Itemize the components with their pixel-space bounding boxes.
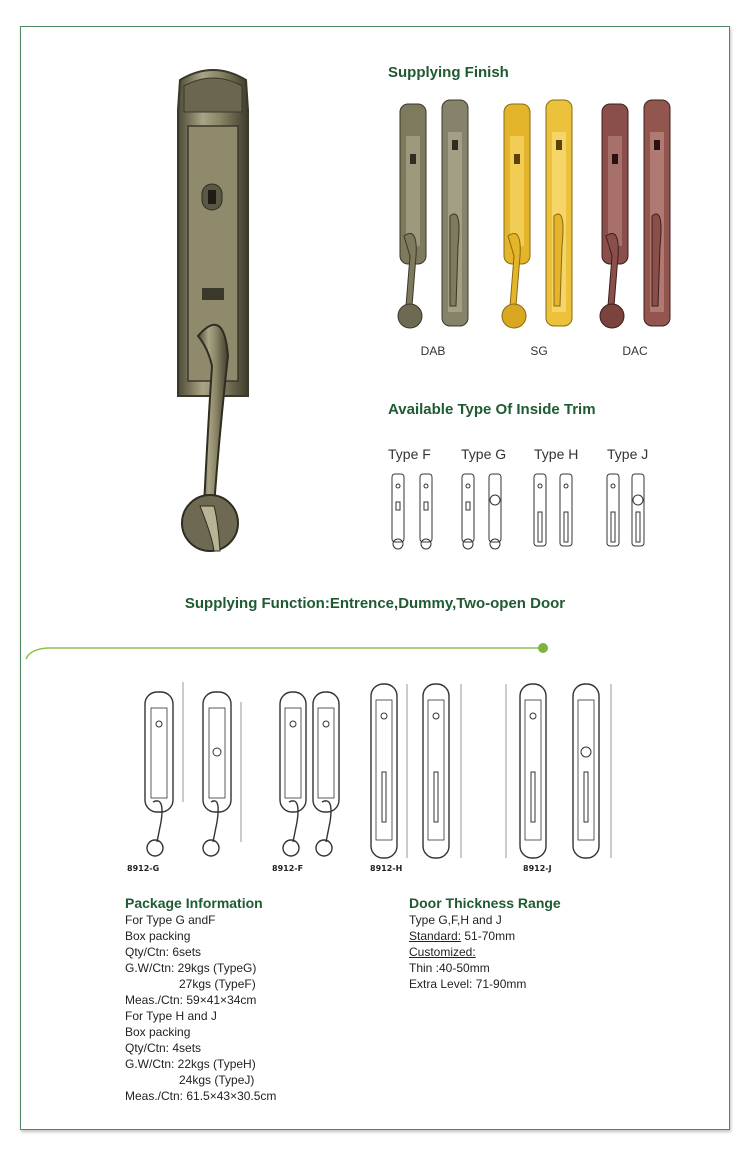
finish-title: Supplying Finish	[388, 64, 509, 81]
diagram-8912-g	[145, 682, 241, 856]
finish-label-sg: SG	[530, 344, 548, 358]
door-thin-line: Thin :40-50mm	[409, 961, 490, 975]
trim-drawings	[388, 472, 658, 552]
finish-dab-image	[398, 100, 468, 328]
package-line: Box packing	[125, 929, 191, 943]
finish-label-dab: DAB	[420, 344, 446, 358]
diagram-8912-f	[280, 692, 339, 856]
door-standard-value: 51-70mm	[461, 929, 516, 943]
divider-line	[24, 640, 554, 660]
door-extra-line: Extra Level: 71-90mm	[409, 977, 527, 991]
package-line: 24kgs (TypeJ)	[179, 1073, 255, 1087]
trim-type-g-drawing	[462, 474, 501, 549]
trim-type-h-drawing	[534, 474, 572, 546]
trim-type-j-label: Type J	[607, 446, 649, 462]
package-line: Meas./Ctn: 59×41×34cm	[125, 993, 257, 1007]
trim-type-h-label: Type H	[534, 446, 579, 462]
diagram-8912-j	[506, 684, 611, 858]
trim-title: Available Type Of Inside Trim	[388, 401, 596, 418]
trim-type-j-drawing	[607, 474, 644, 546]
package-line: G.W/Ctn: 29kgs (TypeG)	[125, 961, 257, 975]
door-info	[409, 912, 526, 992]
door-customized-label: Customized:	[409, 945, 476, 959]
package-line: 27kgs (TypeF)	[179, 977, 256, 991]
package-line: For Type G andF	[125, 913, 216, 927]
door-customized-line	[409, 944, 526, 960]
package-line: Qty/Ctn: 6sets	[125, 945, 202, 959]
trim-type-g-label: Type G	[461, 446, 507, 462]
finish-samples	[392, 96, 682, 336]
door-title: Door Thickness Range	[409, 895, 561, 911]
finish-dac-image	[600, 100, 670, 328]
finish-label-dac: DAC	[622, 344, 648, 358]
package-line: Box packing	[125, 1025, 191, 1039]
package-line: G.W/Ctn: 22kgs (TypeH)	[125, 1057, 256, 1071]
diagram-label-8912-j: 8912-J	[523, 864, 552, 873]
diagram-label-8912-h: 8912-H	[370, 864, 403, 873]
package-title: Package Information	[125, 895, 263, 911]
package-line: For Type H and J	[125, 1009, 217, 1023]
door-types-line: Type G,F,H and J	[409, 913, 502, 927]
door-standard-line	[409, 928, 526, 944]
trim-type-f-label: Type F	[388, 446, 431, 462]
door-standard-label: Standard:	[409, 929, 462, 943]
diagram-label-8912-g: 8912-G	[127, 864, 160, 873]
finish-sg-image	[502, 100, 572, 328]
package-line: Qty/Ctn: 4sets	[125, 1041, 202, 1055]
diagram-8912-h	[371, 684, 461, 858]
package-info	[125, 912, 276, 1104]
diagram-label-8912-f: 8912-F	[272, 864, 304, 873]
function-title: Supplying Function:Entrence,Dummy,Two-open Door	[184, 595, 566, 612]
trim-type-f-drawing	[392, 474, 432, 549]
main-handleset-image	[168, 66, 258, 561]
technical-diagrams	[125, 672, 615, 862]
package-line: Meas./Ctn: 61.5×43×30.5cm	[125, 1089, 277, 1103]
